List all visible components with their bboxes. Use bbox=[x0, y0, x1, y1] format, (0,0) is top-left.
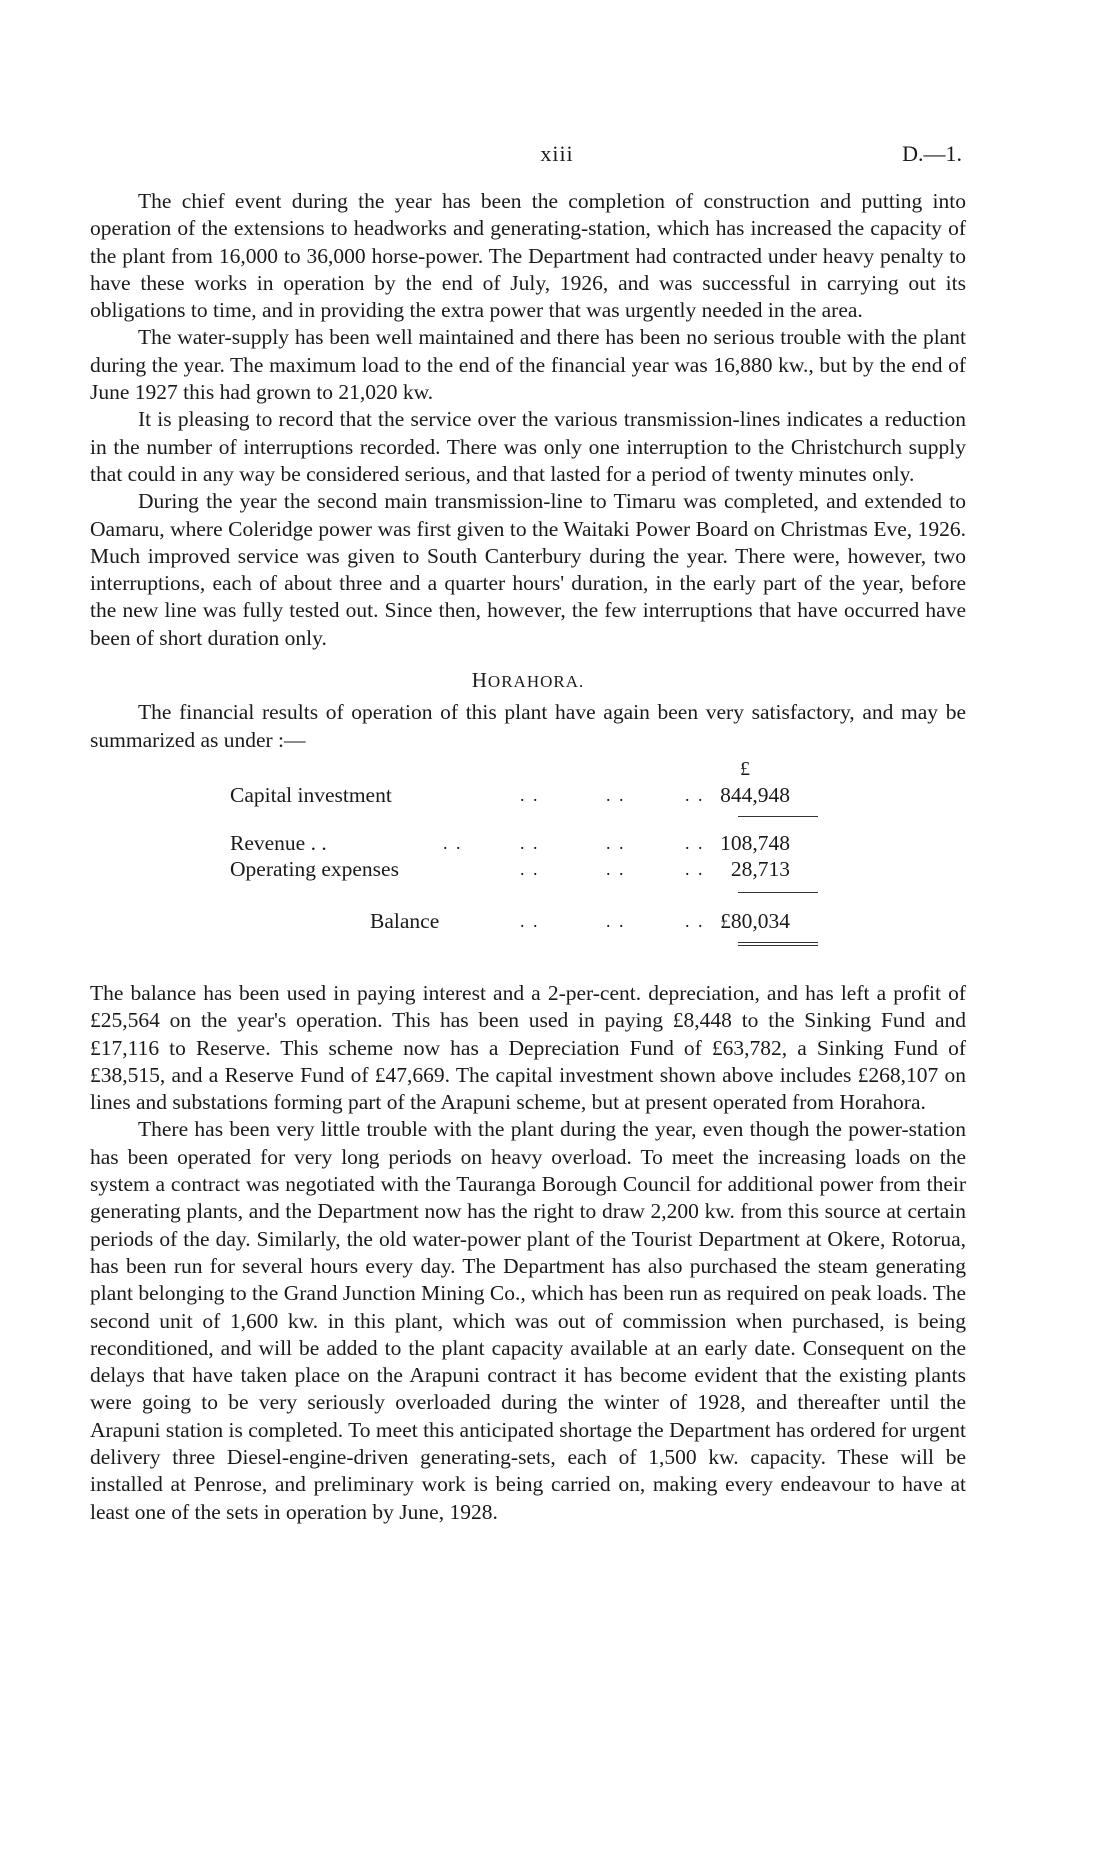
revenue-value: 108,748 bbox=[720, 830, 790, 855]
paragraph: The balance has been used in paying interest and a 2-per-cent. depreciation, and has left a profit of £25,564 on the year's operation. This has been used in paying £8,448 to the Sinking Fund and £17,116 to Reserve. This scheme now has a Depreciation Fund of £63,782, a Sinking Fund of £38,515, and a Reserve Fund of £47,669. The capital investment shown above includes £268,107 on lines and substations forming part of the Arapuni scheme, but at present operated from Horahora. bbox=[90, 980, 966, 1115]
double-rule-top bbox=[738, 942, 818, 943]
leader-dots: . . bbox=[606, 784, 626, 805]
financial-summary bbox=[90, 754, 966, 972]
leader-dots: . . bbox=[520, 784, 540, 805]
revenue-label: Revenue . . bbox=[230, 830, 327, 855]
page-number: xiii bbox=[540, 141, 574, 166]
leader-dots: . . bbox=[520, 832, 540, 853]
currency-symbol: £ bbox=[740, 757, 750, 780]
balance-label: Balance bbox=[370, 908, 440, 933]
section-heading-rest: ORAHORA. bbox=[487, 672, 585, 692]
paragraph: The water-supply has been well maintained and there has been no serious trouble with the plant during the year. The maximum load to the end of the financial year was 16,880 kw., but by the end of June 1927 this had grown to 21,020 kw. bbox=[90, 325, 966, 405]
expenses-label: Operating expenses bbox=[230, 856, 399, 881]
paragraph: During the year the second main transmission-line to Timaru was completed, and extended to Oamaru, where Coleridge power was first given to the Waitaki Power Board on Christmas Eve, 1926. Much improved service was given to South Canterbury during the year. There were, however, two interruptions, each of about three and a quarter hours' duration, in the early part of the year, before the new line was fully tested out. Since then, however, the few interruptions that have occurred have been of short duration only. bbox=[90, 489, 966, 650]
leader-dots: . . bbox=[685, 784, 705, 805]
paragraph: There has been very little trouble with the plant during the year, even though the power-station has been operated for very long periods on heavy overload. To meet the increasing loads on the system a contract was negotiated with the Tauranga Borough Council for additional power from their generating plants, and the Department now has the right to draw 2,200 kw. from this source at certain periods of the day. Similarly, the old water-power plant of the Tourist Department at Okere, Rotorua, has been run for several hours every day. The Department has also purchased the steam generating plant belonging to the Grand Junction Mining Co., which has been run as required on peak loads. The second unit of 1,600 kw. in this plant, which was out of commission when purchased, is being reconditioned, and will be added to the plant capacity available at an early date. Consequent on the delays that have taken place on the Arapuni contract it has become evident that the existing plants were going to be very seriously overloaded during the winter of 1928, and thereafter until the Arapuni station is completed. To meet this anticipated shortage the Department has ordered for urgent delivery three Diesel-engine-driven generating-sets, each of 1,500 kw. capacity. These will be installed at Penrose, and preliminary work is being carried on, making every endeavour to have at least one of the sets in operation by June, 1928. bbox=[90, 1117, 966, 1524]
intro-paragraph: The financial results of operation of this plant have again been very satisfactory, and may be summarized as under :— bbox=[90, 700, 966, 752]
double-rule-bottom bbox=[738, 945, 818, 946]
leader-dots: . . bbox=[685, 858, 705, 879]
document-reference: D.—1. bbox=[902, 141, 962, 166]
leader-dots: . . bbox=[685, 910, 705, 931]
leader-dots: . . bbox=[606, 858, 626, 879]
rule bbox=[738, 892, 818, 893]
capital-label: Capital investment bbox=[230, 782, 392, 807]
expenses-row bbox=[230, 856, 790, 884]
leader-dots: . . bbox=[606, 910, 626, 931]
balance-value: £80,034 bbox=[720, 908, 790, 933]
section-heading-initial: H bbox=[471, 668, 488, 693]
revenue-row bbox=[230, 830, 790, 858]
capital-row bbox=[230, 782, 790, 810]
leader-dots: . . bbox=[520, 910, 540, 931]
leader-dots: . . bbox=[606, 832, 626, 853]
paragraph: The chief event during the year has been the completion of construction and putting into operation of the extensions to headworks and generating-station, which has increased the capacity of the plant from 16,000 to 36,000 horse-power. The Department had contracted under heavy penalty to have these works in operation by the end of July, 1926, and was successful in carrying out its obligations to time, and in providing the extra power that was urgently needed in the area. bbox=[90, 189, 966, 323]
rule bbox=[738, 816, 818, 817]
expenses-value: 28,713 bbox=[730, 856, 790, 881]
paragraph: It is pleasing to record that the service over the various transmission-lines indicates a reduction in the number of interruptions recorded. There was only one interruption to the Christchurch supply that could in any way be considered serious, and that lasted for a period of twenty minutes only. bbox=[90, 407, 966, 486]
capital-value: 844,948 bbox=[720, 782, 790, 807]
leader-dots: . . bbox=[685, 832, 705, 853]
section-heading bbox=[90, 667, 966, 695]
leader-dots: . . bbox=[443, 832, 463, 853]
leader-dots: . . bbox=[520, 858, 540, 879]
balance-row bbox=[230, 908, 790, 936]
body-text bbox=[90, 188, 966, 1526]
